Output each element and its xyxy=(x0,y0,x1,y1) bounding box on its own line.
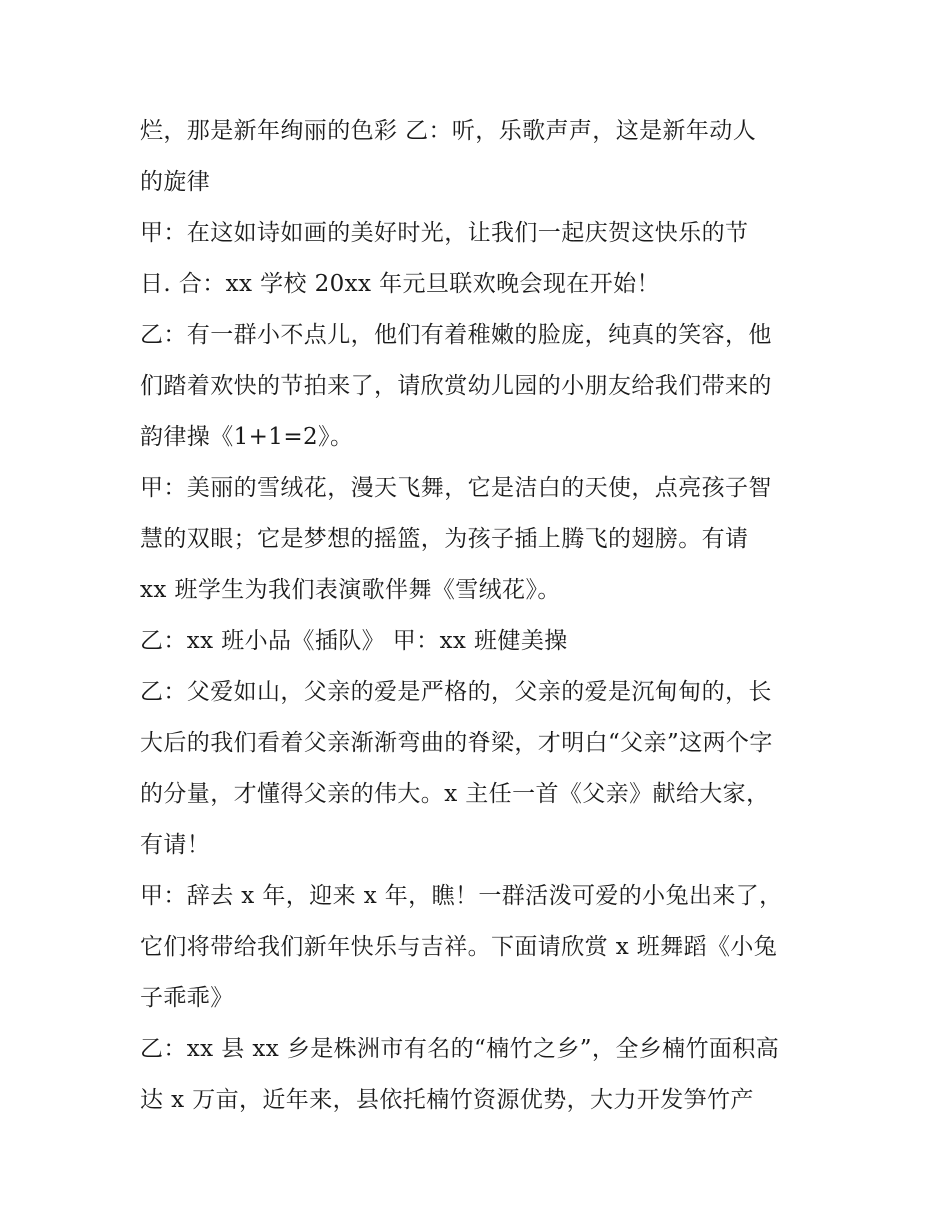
text-line: 大后的我们看着父亲渐渐弯曲的脊梁，才明白“父亲”这两个字 xyxy=(140,730,773,756)
text-line: 日. 合：xx 学校 20xx 年元旦联欢晚会现在开始！ xyxy=(140,271,660,297)
text-line: 韵律操《1+1=2》。 xyxy=(140,424,354,450)
text-line: 甲：辞去 x 年，迎来 x 年，瞧！一群活泼可爱的小兔出来了， xyxy=(140,883,783,909)
text-line: 烂，那是新年绚丽的色彩 乙：听，乐歌声声，这是新年动人 xyxy=(140,118,757,144)
text-line: 它们将带给我们新年快乐与吉祥。下面请欣赏 x 班舞蹈《小兔 xyxy=(140,934,778,960)
text-line: 乙：有一群小不点儿，他们有着稚嫩的脸庞，纯真的笑容，他 xyxy=(140,322,772,348)
text-line: 乙：父爱如山，父亲的爱是严格的，父亲的爱是沉甸甸的，长 xyxy=(140,679,772,705)
text-line: 子乖乖》 xyxy=(140,985,234,1011)
text-line: 们踏着欢快的节拍来了，请欣赏幼儿园的小朋友给我们带来的 xyxy=(140,373,772,399)
text-line: 乙：xx 班小品《插队》 甲：xx 班健美操 xyxy=(140,628,568,654)
text-line: 慧的双眼；它是梦想的摇篮，为孩子插上腾飞的翅膀。有请 xyxy=(140,526,749,552)
text-line: 达 x 万亩，近年来，县依托楠竹资源优势，大力开发笋竹产 xyxy=(140,1087,754,1113)
text-line: 甲：在这如诗如画的美好时光，让我们一起庆贺这快乐的节 xyxy=(140,220,749,246)
text-line: 有请！ xyxy=(140,832,211,858)
text-line: 的旋律 xyxy=(140,169,211,195)
text-line: xx 班学生为我们表演歌伴舞《雪绒花》。 xyxy=(140,577,561,603)
text-line: 乙：xx 县 xx 乡是株洲市有名的“楠竹之乡”，全乡楠竹面积高 xyxy=(140,1036,780,1062)
text-line: 的分量，才懂得父亲的伟大。x 主任一首《父亲》献给大家， xyxy=(140,781,770,807)
document-body xyxy=(140,106,820,1126)
text-line: 甲：美丽的雪绒花，漫天飞舞，它是洁白的天使，点亮孩子智 xyxy=(140,475,772,501)
